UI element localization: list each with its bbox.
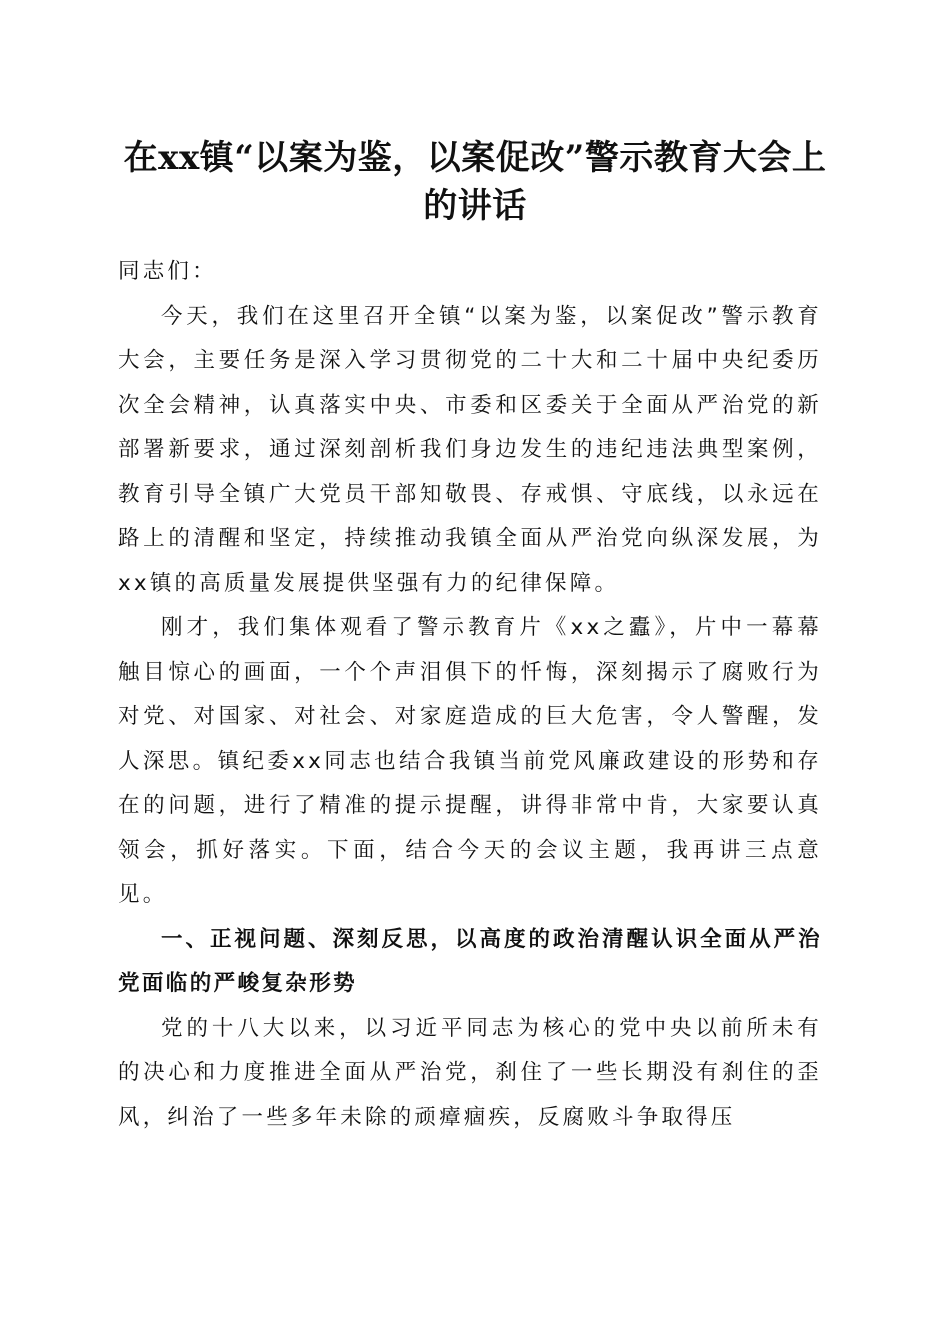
document-body [118, 250, 822, 1140]
body-paragraph-1: 今天，我们在这里召开全镇“以案为鉴，以案促改”警示教育大会，主要任务是深入学习贯彻党的二十大和二十届中央纪委历次全会精神，认真落实中央、市委和区委关于全面从严治党的新部署新要求，通过深刻剖析我们身边发生的违纪违法典型案例，教育引导全镇广大党员干部知敬畏、存戒惧、守底线，以永远在路上的清醒和坚定，持续推动我镇全面从严治党向纵深发展，为xx镇的高质量发展提供坚强有力的纪律保障。 [118, 303, 822, 596]
section-heading-1: 一、正视问题、深刻反思，以高度的政治清醒认识全面从严治党面临的严峻复杂形势 [118, 926, 822, 996]
salutation: 同志们： [118, 259, 217, 284]
body-paragraph-3: 党的十八大以来，以习近平同志为核心的党中央以前所未有的决心和力度推进全面从严治党，刹住了一些长期没有刹住的歪风，纠治了一些多年未除的顽瘴痼疾，反腐败斗争取得压 [118, 1015, 822, 1130]
body-paragraph-2: 刚才，我们集体观看了警示教育片《xx之蠹》，片中一幕幕触目惊心的画面，一个个声泪俱下的忏悔，深刻揭示了腐败行为对党、对国家、对社会、对家庭造成的巨大危害，令人警醒，发人深思。镇纪委xx同志也结合我镇当前党风廉政建设的形势和存在的问题，进行了精准的提示提醒，讲得非常中肯，大家要认真领会，抓好落实。下面，结合今天的会议主题，我再讲三点意见。 [118, 615, 822, 907]
document-title: 在xx镇“以案为鉴，以案促改”警示教育大会上的讲话 [123, 138, 827, 226]
